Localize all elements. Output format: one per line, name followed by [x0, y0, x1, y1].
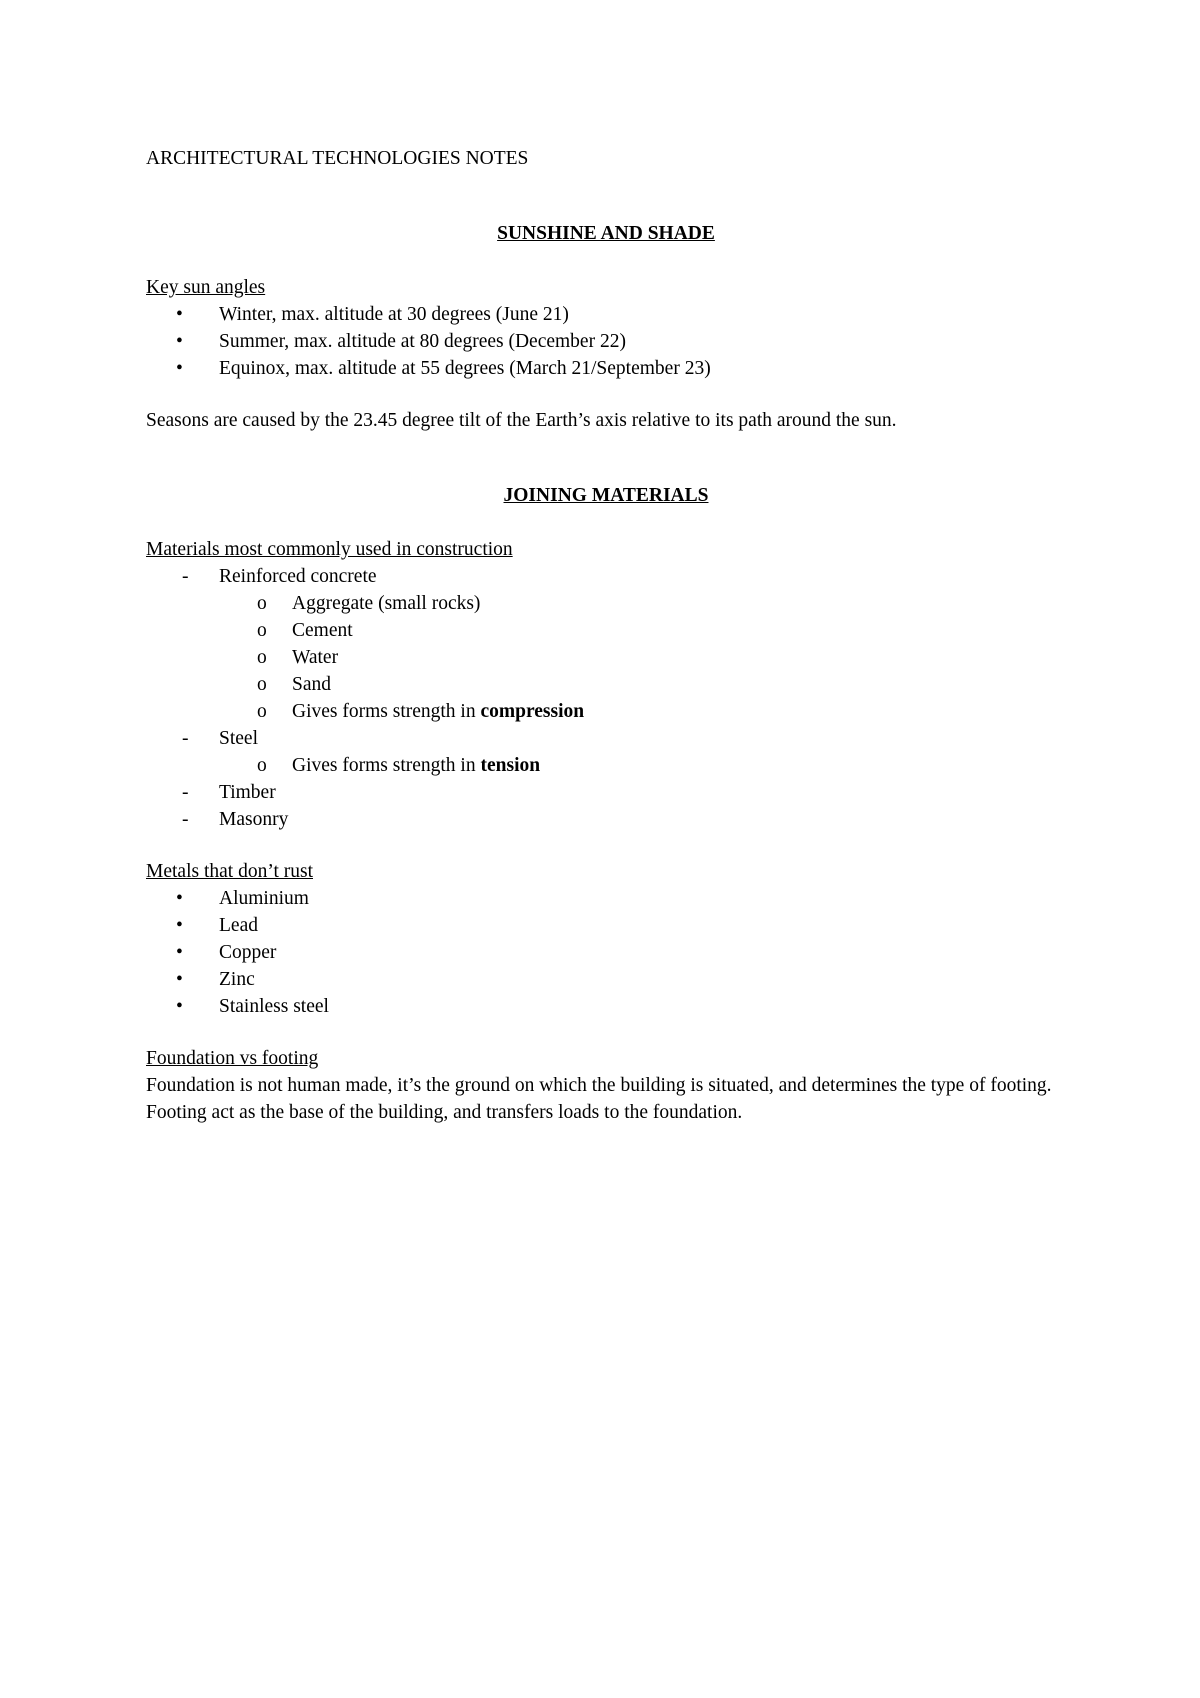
circle-bullet-icon: o: [257, 674, 267, 695]
bullet-icon: •: [176, 358, 183, 379]
subheading-foundation: Foundation vs footing: [146, 1048, 319, 1069]
list-item: [146, 885, 1066, 912]
dash-icon: -: [182, 809, 189, 830]
list-item-text: Lead: [219, 915, 258, 936]
circle-bullet-icon: o: [257, 755, 267, 776]
list-item-text: Timber: [219, 782, 276, 803]
materials-list: [146, 563, 1066, 833]
circle-bullet-icon: o: [257, 701, 267, 722]
list-item: [146, 301, 1066, 328]
list-item: [146, 939, 1066, 966]
list-item-text: Summer, max. altitude at 80 degrees (December 22): [219, 331, 626, 352]
sub-list-item-text: Gives forms strength in: [292, 755, 481, 776]
bullet-icon: •: [176, 915, 183, 936]
list-item: [146, 725, 1066, 752]
sub-list-item: [146, 671, 1066, 698]
list-item: [146, 779, 1066, 806]
list-item: [146, 328, 1066, 355]
list-item: [146, 563, 1066, 590]
subheading-metals: Metals that don’t rust: [146, 861, 313, 882]
bullet-icon: •: [176, 331, 183, 352]
bullet-icon: •: [176, 996, 183, 1017]
spacer: [146, 509, 1066, 536]
sub-list-item-text: Cement: [292, 620, 353, 641]
spacer: [146, 172, 1066, 220]
sub-list-item: [146, 590, 1066, 617]
sub-list-item-text: Sand: [292, 674, 331, 695]
circle-bullet-icon: o: [257, 620, 267, 641]
spacer: [146, 1020, 1066, 1045]
metals-list: [146, 885, 1066, 1020]
spacer: [146, 247, 1066, 274]
list-item: [146, 993, 1066, 1020]
list-item: [146, 966, 1066, 993]
sub-list-item-text: Water: [292, 647, 339, 668]
bullet-icon: •: [176, 969, 183, 990]
bullet-icon: •: [176, 942, 183, 963]
foundation-paragraph: Foundation is not human made, it’s the ground on which the building is situated, and determines the type of footing.: [146, 1075, 1052, 1096]
list-item-text: Steel: [219, 728, 258, 749]
spacer: [146, 833, 1066, 858]
bullet-icon: •: [176, 304, 183, 325]
emphasis-compression: compression: [480, 701, 585, 722]
dash-icon: -: [182, 728, 189, 749]
list-item-text: Zinc: [219, 969, 255, 990]
sub-list-item: [146, 698, 1066, 725]
section-heading-sunshine: SUNSHINE AND SHADE: [497, 223, 715, 244]
list-item: [146, 355, 1066, 382]
list-item-text: Masonry: [219, 809, 289, 830]
sub-list-item: [146, 644, 1066, 671]
list-item-text: Equinox, max. altitude at 55 degrees (March 21/September 23): [219, 358, 711, 379]
sub-list-item-text: Gives forms strength in: [292, 701, 481, 722]
emphasis-tension: tension: [480, 755, 541, 776]
sub-list-item-text: Aggregate (small rocks): [292, 593, 481, 614]
spacer: [146, 434, 1066, 482]
spacer: [146, 382, 1066, 407]
section-heading-joining: JOINING MATERIALS: [503, 485, 709, 506]
list-item-text: Aluminium: [219, 888, 309, 909]
list-item-text: Reinforced concrete: [219, 566, 377, 587]
subheading-materials: Materials most commonly used in construction: [146, 539, 513, 560]
list-item: [146, 806, 1066, 833]
sub-list-item: [146, 617, 1066, 644]
circle-bullet-icon: o: [257, 593, 267, 614]
list-item-text: Winter, max. altitude at 30 degrees (June 21): [219, 304, 569, 325]
list-item-text: Stainless steel: [219, 996, 329, 1017]
dash-icon: -: [182, 782, 189, 803]
document-title: ARCHITECTURAL TECHNOLOGIES NOTES: [146, 148, 529, 169]
sub-list-item: [146, 752, 1066, 779]
seasons-paragraph: Seasons are caused by the 23.45 degree tilt of the Earth’s axis relative to its path around the sun.: [146, 410, 897, 431]
subheading-key-sun-angles: Key sun angles: [146, 277, 266, 298]
circle-bullet-icon: o: [257, 647, 267, 668]
bullet-icon: •: [176, 888, 183, 909]
dash-icon: -: [182, 566, 189, 587]
list-item-text: Copper: [219, 942, 277, 963]
sun-angles-list: [146, 301, 1066, 382]
footing-paragraph: Footing act as the base of the building, and transfers loads to the foundation.: [146, 1102, 743, 1123]
list-item: [146, 912, 1066, 939]
document-body: [146, 145, 1066, 1126]
